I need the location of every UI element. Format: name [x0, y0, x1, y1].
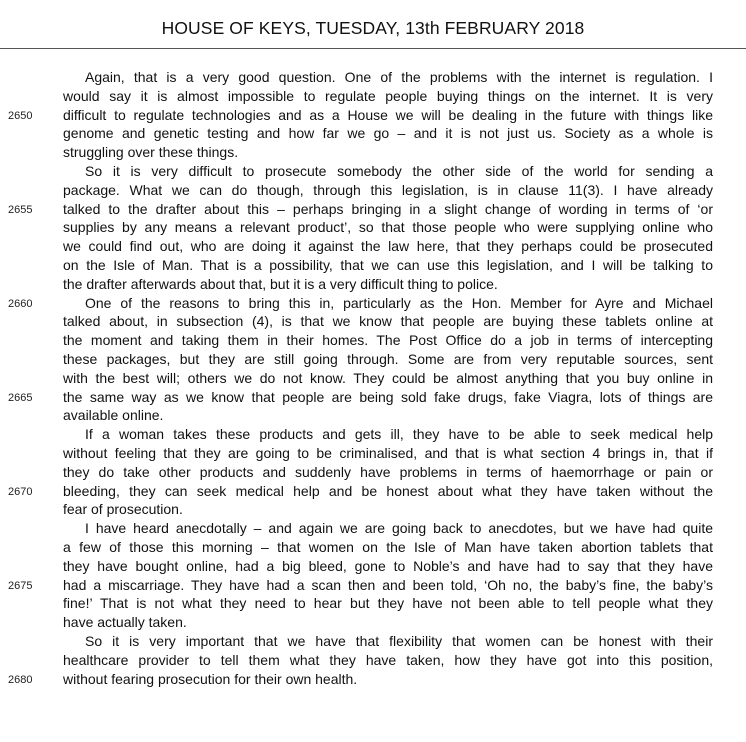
text-line: So it is very important that we have that flexibility that women can be honest with their [85, 633, 713, 649]
text-line: they do take other products and suddenly have problems in terms of haemorrhage or pain or [63, 463, 713, 480]
line-number: 2670 [8, 485, 33, 498]
text-line: a few of those this morning – that women on the Isle of Man have taken abortion tablets that [63, 539, 713, 555]
line-number: 2665 [8, 391, 33, 404]
text-line: If a woman takes these products and gets ill, they have to be able to seek medical help [85, 426, 713, 443]
text-line: healthcare provider to tell them what they have taken, how they have got into this position, [63, 651, 713, 668]
line-number: 2675 [8, 579, 33, 592]
line-number: 2650 [8, 109, 33, 122]
text-line: difficult to regulate technologies and as a House we will be dealing in the future with things like [63, 106, 713, 123]
text-line: these packages, but they are still going through. Some are from very reputable sources, sent [63, 351, 713, 367]
text-line: I have heard anecdotally – and again we are going back to anecdotes, but we have had quite [85, 520, 713, 537]
text-line: we could find out, who are doing it against the law here, that they perhaps could be prosecuted [63, 238, 713, 255]
line-number: 2660 [8, 297, 33, 310]
text-line: fear of prosecution. [63, 501, 183, 518]
text-line: without feeling that they are going to be criminalised, and that is what section 4 brings in, that if [63, 445, 713, 461]
text-line: on the Isle of Man. That is a possibility, that we can use this legislation, and I will be talking to [63, 257, 713, 273]
text-line: the drafter afterwards about that, but it is a very difficult thing to police. [63, 275, 498, 292]
page-header: HOUSE OF KEYS, TUESDAY, 13th FEBRUARY 2018 [161, 18, 585, 38]
text-line: had a miscarriage. They have had a scan then and been told, ‘Oh no, the baby’s fine, the baby’s [63, 576, 713, 593]
text-line: without fearing prosecution for their own health. [63, 670, 358, 687]
text-line: have actually taken. [63, 614, 187, 631]
text-line: the same way as we know that people are being sold fake drugs, fake Viagra, lots of things are [63, 388, 713, 405]
text-line: fine!’ That is not what they need to hear but they have not been able to tell people what they [63, 595, 713, 612]
text-line: the moment and taking them in their homes. The Post Office do a job in terms of intercepting [63, 332, 713, 349]
text-line: available online. [63, 407, 164, 424]
text-line: Again, that is a very good question. One of the problems with the internet is regulation. I [85, 69, 713, 85]
text-line: struggling over these things. [63, 144, 239, 161]
text-line: talked about, in subsection (4), is that we know that people are buying these tablets online at [63, 313, 713, 330]
text-line: would say it is almost impossible to regulate people buying things on the internet. It is very [63, 87, 713, 104]
text-line: genome and genetic testing and how far we go – and it is not just us. Society as a whole is [63, 125, 713, 142]
text-line: package. What we can do though, through this legislation, is in clause 11(3). I have already [63, 181, 713, 198]
text-line: One of the reasons to bring this in, particularly as the Hon. Member for Ayre and Michael [85, 294, 713, 311]
header-rule [0, 48, 746, 49]
text-line: talked to the drafter about this – perhaps bringing in a slight change of wording in terms of ‘or [63, 200, 713, 217]
line-number: 2680 [8, 673, 33, 686]
text-line: supplies by any means a relevant product’, so that those people who were supplying online who [63, 219, 713, 236]
text-line: bleeding, they can seek medical help and be honest about what they have taken without the [63, 482, 713, 499]
text-line: So it is very difficult to prosecute somebody the other side of the world for sending a [85, 163, 713, 179]
text-line: they have bought online, had a big bleed, gone to Noble’s and have had to say that they have [63, 557, 713, 574]
text-line: with the best will; others we do not know. They could be almost anything that you buy online in [63, 369, 713, 386]
line-number: 2655 [8, 203, 33, 216]
